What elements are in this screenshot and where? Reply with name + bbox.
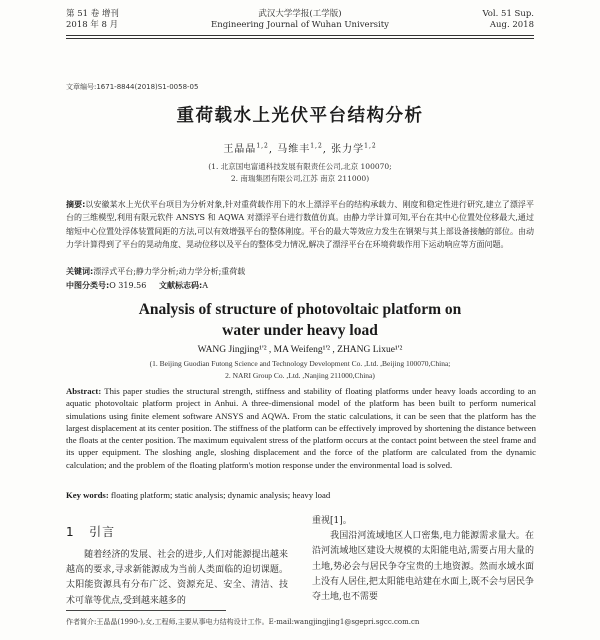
body-right-start: 重视[1]。 (312, 516, 352, 526)
page-title-cn: 重荷载水上光伏平台结构分析 (176, 106, 424, 126)
author-name: 马维丰 (277, 144, 311, 155)
section-title: 引言 (89, 525, 116, 539)
body-right-paragraph: 我国沿河流域地区人口密集,电力能源需求量大。在沿河流域地区建设大规模的太阳能电站,需要占用大量的土地,势必会与居民争夺宝贵的土地资源。然而水域水面上没有人居住,把太阳能电站建在水面上,既不会与居民争夺土地,也不需要 (312, 531, 534, 603)
author-sup: 1,2 (364, 142, 377, 150)
header-date-en-line: Aug. 2018 (489, 20, 534, 30)
author-name: 王晶晶 (223, 144, 257, 155)
abstract-en-text: This paper studies the structural strength, stiffness and stability of floating platforms under heavy loads according to an aquatic photovoltaic platform project in Anhui. A three-dimensional model of the platform has been built to perform numerical simulations using finite element software ANSYS and AQWA. From the static calculations, it can be seen that the platform has the largest displacement at its center position. The stiffness of the platform can be effectively improved by shortening the distance between the floats at the center position. The maximum equivalent stress of the platform occurs at the contact point between the steel frame and its upper equipment. The sloshing angle, sloshing displacement and the force of the platform are calculated from the dynamic calculation; and the problem of the floating platform's motion response under the environmental load is solved. (66, 386, 537, 470)
keywords-cn-text: 漂浮式平台;静力学分析;动力学分析;重荷载 (93, 267, 246, 276)
affiliation-en-2: 2. NARI Group Co. ,Ltd. ,Nanjing 211000,China) (225, 371, 375, 380)
keywords-cn (66, 265, 534, 278)
abstract-en-label: Abstract: (66, 386, 102, 396)
keywords-en-text: floating platform; static analysis; dynamic analysis; heavy load (110, 490, 331, 500)
affiliation-cn-1: (1. 北京国电富通科技发展有限责任公司,北京 100070; (208, 162, 392, 171)
page-title-en-line1: Analysis of structure of photovoltaic platform on (138, 301, 462, 318)
authors-cn: 王晶晶$^{1,2}$, 马维丰$^{1,2}$, 张力学$^{1,2}$ (223, 142, 377, 155)
abstract-en (66, 385, 536, 471)
body-column-left (66, 548, 288, 609)
footnote-rule (66, 610, 226, 611)
author-sup: 1,2 (256, 142, 269, 150)
affiliation-cn-2: 2. 南瑞集团有限公司,江苏 南京 211000) (230, 174, 370, 183)
page-title-en-line2: water under heavy load (222, 322, 378, 339)
header-rule-bottom (66, 38, 534, 39)
body-column-right (312, 514, 534, 605)
body-left-paragraph: 随着经济的发展、社会的进步,人们对能源提出越来越高的要求,寻求新能源成为当前人类面临的迫切课题。太阳能资源具有分布广泛、资源充足、安全、清洁、技术可靠等优点,受到越来越多的 (66, 550, 288, 606)
keywords-en (66, 490, 536, 500)
classification-line (66, 279, 534, 292)
header-volume-en (482, 9, 534, 31)
keywords-en-label: Key words: (66, 490, 109, 500)
footnote-author-bio: 作者简介:王晶晶(1990-),女,工程师,主要从事电力结构设计工作。E-mail:wangjingjing1@sgepri.sgcc.com.cn (66, 618, 420, 626)
section-number: 1 (66, 525, 75, 539)
header-date-line: 2018 年 8 月 (66, 20, 119, 30)
header-vol-en-line: Vol. 51 Sup. (482, 9, 534, 19)
authors-en: WANG Jingjing¹'² , MA Weifeng¹'² , ZHANG Lixue¹'² (197, 345, 403, 355)
section-heading (66, 523, 115, 540)
affiliation-en-1: (1. Beijing Guodian Futong Science and Technology Development Co. ,Ltd. ,Beijing 100070,China; (149, 359, 451, 368)
clc-label: 中图分类号: (66, 281, 110, 290)
journal-name-cn: 武汉大学学报(工学版) (258, 9, 342, 19)
doc-code-label: 文献标志码: (159, 281, 203, 290)
header-rule-top (66, 35, 534, 36)
doc-code-value: A (202, 281, 208, 290)
author-sup: 1,2 (310, 142, 323, 150)
abstract-cn (66, 198, 534, 252)
header-volume-line: 第 51 卷 增刊 (66, 9, 119, 19)
clc-value: O 319.56 (109, 281, 147, 290)
abstract-cn-label: 摘要: (66, 200, 86, 209)
article-number: 文章编号:1671-8844(2018)S1-0058-05 (66, 83, 199, 91)
keywords-cn-label: 关键词: (66, 267, 94, 276)
abstract-cn-text: 以安徽某水上光伏平台项目为分析对象,针对重荷载作用下的水上漂浮平台的结构承载力、刚度和稳定性进行研究,建立了漂浮平台的三维模型,利用有限元软件 ANSYS 和 AQWA 对漂浮平台进行数值仿真。由静力学计算可知,平台在其中心位置处位移最大,通过缩短中心位置处浮体装置间距的方法,可以有效增强平台的整体刚度。平台的最大等效应力发生在钢架与其上部设备接触的部位。由动力学计算得到了平台的晃动角度、晃动位移以及平台的整体受力情况,解决了漂浮平台在环境荷载作用下运动响应等方面问题。 (66, 200, 534, 250)
journal-name-en: Engineering Journal of Wuhan University (211, 20, 389, 30)
author-name: 张力学 (331, 144, 365, 155)
